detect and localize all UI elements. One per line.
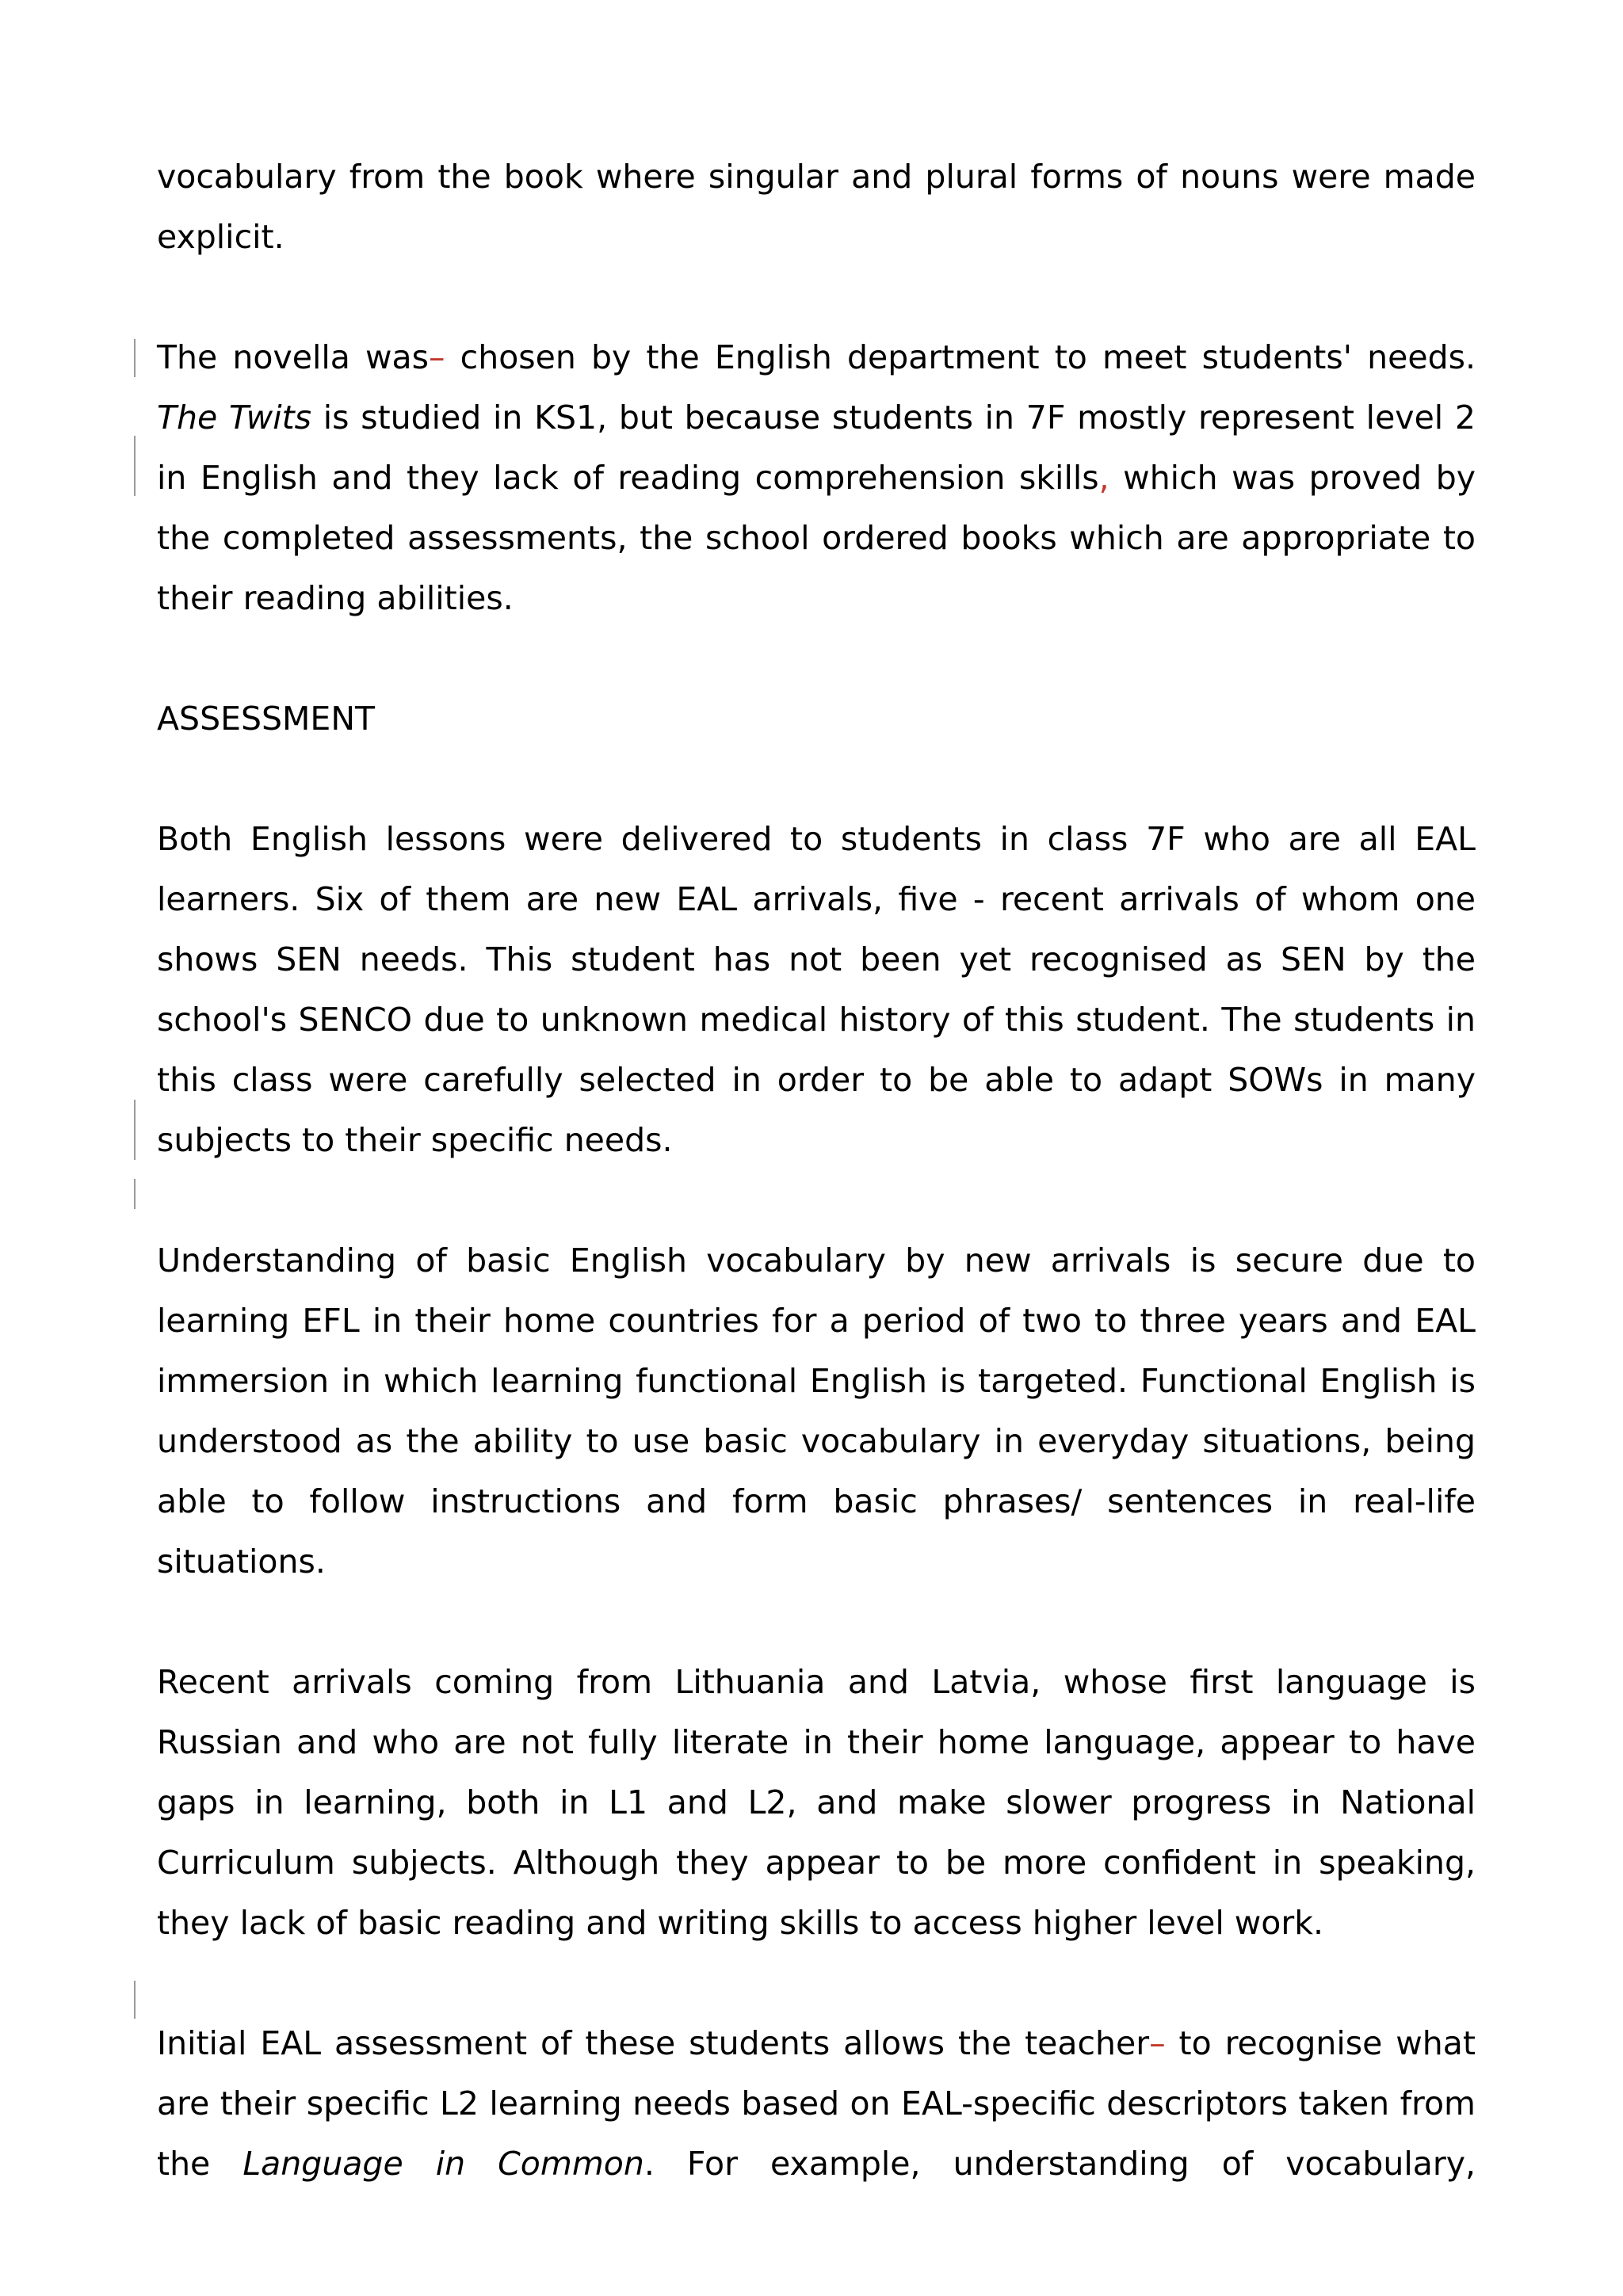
- paragraph-understanding: [157, 1230, 1476, 1592]
- paragraph-text: vocabulary from the book where singular and plural forms of nouns were made explicit.: [157, 158, 1476, 256]
- text-run: is studied in KS1, but because students in 7F mostly represent level 2 in English and they lack of reading comprehension skills: [157, 399, 1476, 497]
- paragraph-text: Understanding of basic English vocabulary by new arrivals is secure due to learning EFL in their home countries for a period of two to three years and EAL immersion in which learning functional English is targeted. Functional English is understood as the ability to use basic vocabulary in everyday situations, being able to follow instructions and form basic phrases/ sentences in real-life situations.: [157, 1241, 1476, 1581]
- tracked-deletion-mark: –: [429, 338, 445, 376]
- paragraph-lessons: [157, 809, 1476, 1170]
- tracked-deletion-mark: –: [1149, 2024, 1166, 2062]
- paragraph-initial-assessment: [157, 2013, 1476, 2194]
- revision-change-bar: [134, 1981, 136, 2019]
- paragraph-novella: [157, 327, 1476, 628]
- tracked-deletion-mark: ,: [1098, 459, 1109, 497]
- book-title: Language in Common: [242, 2145, 644, 2183]
- text-run: which was proved by the completed assessments, the school ordered books which are appropriate to their reading abilities.: [157, 459, 1476, 617]
- text-run: . For example, understanding of vocabulary,: [643, 2145, 1476, 2183]
- paragraph-text: Both English lessons were delivered to students in class 7F who are all EAL learners. Six of them are new EAL arrivals, five - recent arrivals of whom one shows SEN needs. This student has not been yet recognised as SEN by the school's SENCO due to unknown medical history of this student. The students in this class were carefully selected in order to be able to adapt SOWs in many subjects to their specific needs.: [157, 820, 1476, 1159]
- revision-change-bar: [134, 1100, 136, 1160]
- revision-change-bar: [134, 436, 136, 496]
- document-page: [157, 147, 1476, 2194]
- paragraph-vocabulary: [157, 147, 1476, 267]
- text-run: The novella was: [157, 338, 430, 376]
- section-heading: ASSESSMENT: [157, 700, 376, 738]
- paragraph-recent-arrivals: [157, 1652, 1476, 1953]
- revision-change-bar: [134, 1179, 136, 1209]
- book-title: The Twits: [157, 399, 312, 437]
- text-run: Initial EAL assessment of these students allows the teacher: [157, 2024, 1150, 2062]
- paragraph-text: Recent arrivals coming from Lithuania and Latvia, whose first language is Russian and who are not fully literate in their home language, appear to have gaps in learning, both in L1 and L2, and make slower progress in National Curriculum subjects. Although they appear to be more confident in speaking, they lack of basic reading and writing skills to access higher level work.: [157, 1663, 1476, 1942]
- text-run: chosen by the English department to meet students' needs.: [445, 338, 1476, 376]
- text-run: to recognise what are their specific L2 learning needs based on EAL-specific descriptors taken from the: [157, 2024, 1476, 2183]
- revision-change-bar: [134, 339, 136, 377]
